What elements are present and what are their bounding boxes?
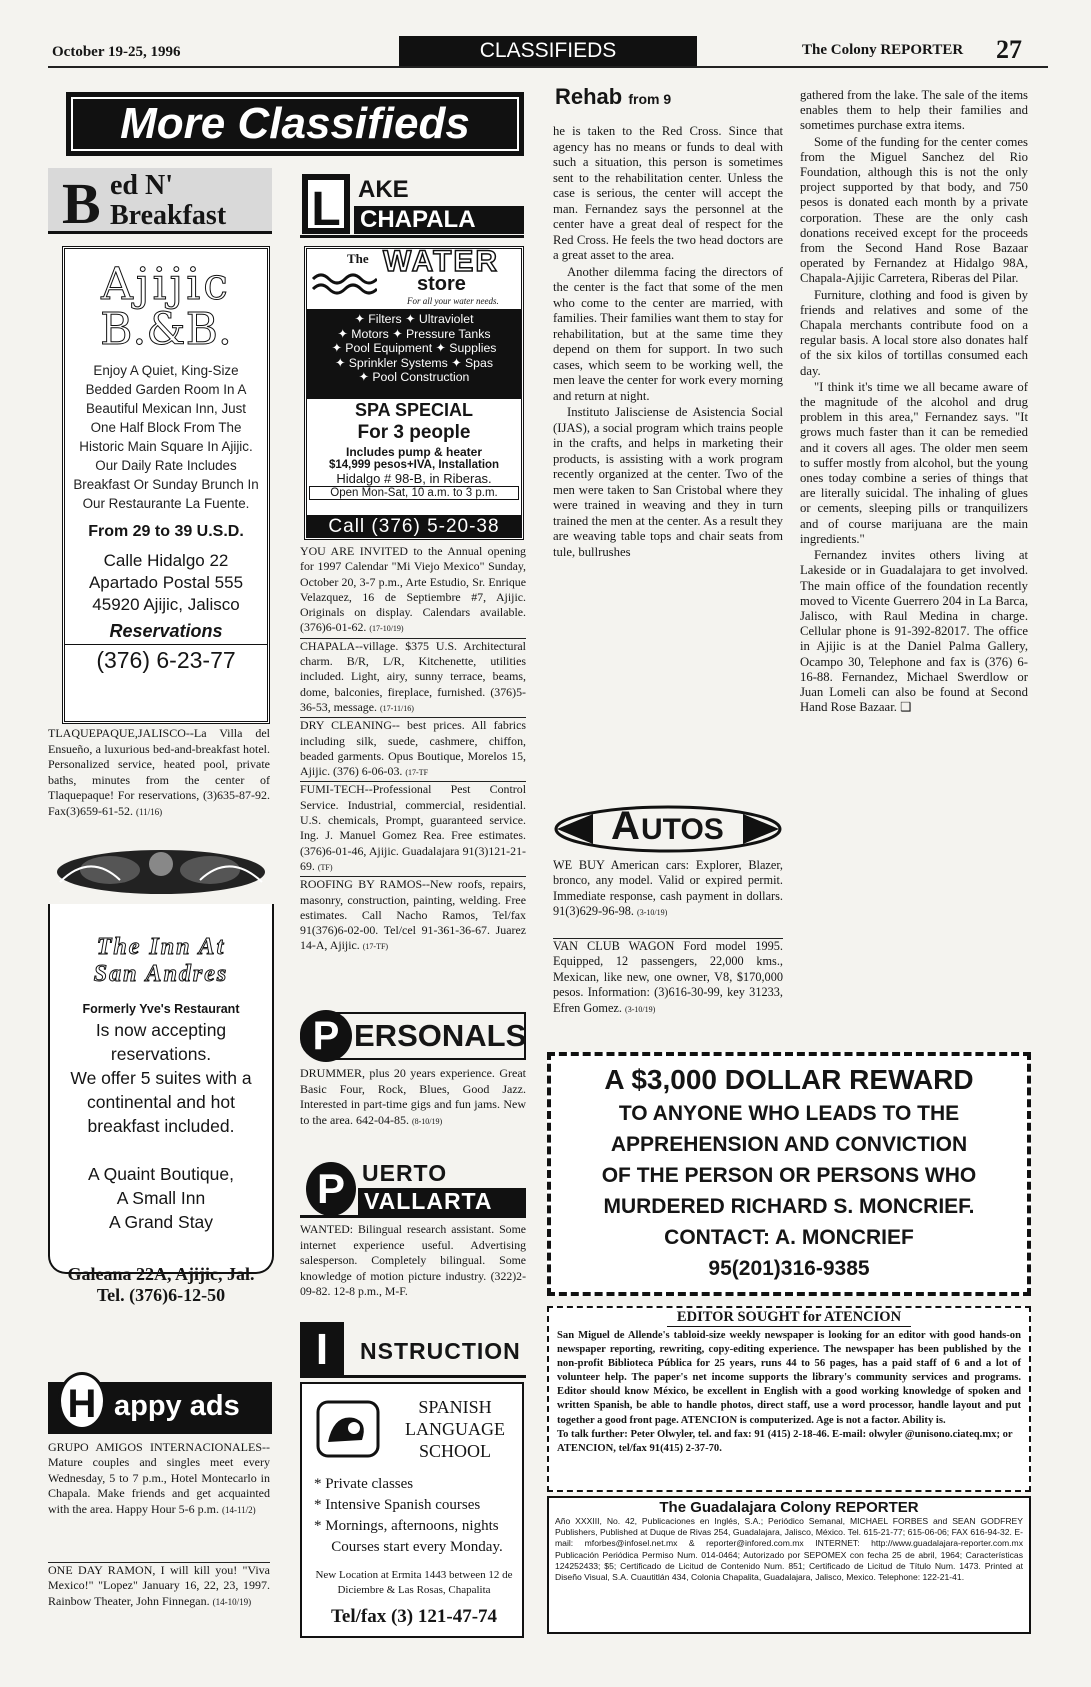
happy-ad-2-code: (14-10/19) (212, 1596, 252, 1607)
reward-line-7: 95(201)316-9385 (708, 1257, 870, 1280)
classified-ad: CHAPALA--village. $375 U.S. Architectural charm. B/R, L/R, Kitchenette, utilities included. Light, airy, sunny terrace, beams, dome, balconies, fireplace, furnished. (376)5-36-53, message. (17-11/16) (300, 638, 526, 716)
autos-cap: A (611, 804, 640, 848)
bnb-reservations: Reservations (109, 621, 223, 641)
rehab-paragraph: Fernandez invites others living at Lakeside or in Guadalajara to get involved. The main office of the foundation recently moved to Vicente Guerrero 204 in La Barca, Jalisco, with Raul Medina in charge. Cellular phone is 91-392-82017. The office in Ajijic is at the Daniel Palma Gallery, Ocampo 30, Telephone and fax is (376) 6-16-88. Fernandez, Michael Swerdlow or Juan Lomeli can also be found at Second Hand Rose Bazaar. ❑ (800, 548, 1028, 715)
spa-special: SPA SPECIAL (354, 400, 474, 420)
bnb-header (48, 168, 272, 234)
tlaquepaque-ad (48, 726, 270, 820)
school-courses: Courses start every Monday. (331, 1539, 503, 1555)
personals-ad (300, 1066, 526, 1129)
school-item: * Private classes (314, 1476, 414, 1492)
spanish-school-ad (300, 1382, 524, 1638)
personals-header (300, 1012, 526, 1060)
spa-pricing: $14,999 pesos+IVA, Installation (328, 459, 500, 471)
more-classifieds-banner (66, 92, 524, 156)
rehab-column-2 (800, 88, 1028, 716)
happy-ad-2-text: ONE DAY RAMON, I will kill you! "Viva Mexico!" "Lopez" January 16, 22, 23, 1997. Rainbow Theater, John Finnegan. (48, 1563, 270, 1608)
reward-line-4: OF THE PERSON OR PERSONS WHO (601, 1164, 977, 1187)
header-rule (48, 66, 1048, 68)
reward-line-6: CONTACT: A. MONCRIEF (664, 1226, 914, 1249)
service-row-3: ✦ Pool Equipment ✦ Supplies (331, 341, 497, 355)
inn-phone: Tel. (376)6-12-50 (96, 1285, 226, 1305)
water-store-store: store (417, 273, 466, 295)
school-name-2: LANGUAGE (405, 1419, 505, 1439)
water-store-logo (307, 246, 521, 309)
water-store-water: WATER (383, 246, 500, 278)
bnb-phone: (376) 6-23-77 (65, 644, 267, 674)
inn-title-1: The Inn At (96, 934, 226, 960)
autos-ad-2-text: VAN CLUB WAGON Ford model 1995. Equipped, 12 passengers, 22,000 kms., Mexican, like new, one owner, V8, $170,000 pesos. Information: (3)616-30-99, key 31233, Efren Gomez. (553, 939, 783, 1015)
masthead-text: Año XXXIII, No. 42, Publicaciones en Inglés, S.A.; Periódico Semanal, MICHAEL FORBES and SEAN GODFREY Publishers, Published at Duque de Rivas 254, Guadalajara, Jalisco, México. Tel. 615-21-77; 615-06-06; FAX 616-94-32. E-mail: mforbes@infosel.net.mx & reporter@infored.com.mx INTERNET: http://www.guadalajara-reporter.com.mx Publicación Periódica Permiso Num. 014-0464; Autorizado por SEPOMEX con fecha 25 de abril, 1964; Características 124252433; $5; Certificado de Licitud de Contenido Num. 851; Certificado de Licitud de Título Num. 1473. Printed at Diseño Visual, S.A. Cuautitlán 434, Colonia Chapalita, Guadalajara, Jalisco, Mexico. Telephone: 122-21-41. (555, 1516, 1023, 1583)
spa-special-block (307, 399, 521, 500)
autos-ad-1-text: WE BUY American cars: Explorer, Blazer, bronco, any model. Valid or expired permit. Immediate response, cash payment in dollars. 91(3)629-96-98. (553, 858, 783, 919)
spa-includes: Includes pump & heater (345, 445, 483, 459)
spa-address: Hidalgo # 98-B, in Riberas. (336, 471, 492, 486)
inn-title-2: San Andres (93, 961, 229, 987)
inn-line-5: A Grand Stay (108, 1212, 214, 1232)
service-row-4: ✦ Sprinkler Systems ✦ Spas (335, 355, 493, 370)
rehab-paragraph: Some of the funding for the center comes from the Miguel Sanchez del Rio Foundation, although this is not the only project supported by that body, and 750 pesos is donated each month by a private corporation. These are the only cash donations received except for the proceeds from the Second Hand Rose Bazaar operated by Fernandez at Hidalgo 98A, Chapala-Ajijic Carretera, Riberas del Pilar. (800, 134, 1028, 286)
personals-ad-code: (8-10/19) (411, 1116, 443, 1126)
lake-title-2: CHAPALA (354, 206, 524, 234)
pv-title-1: UERTO (362, 1160, 448, 1186)
water-store-ad (304, 246, 524, 540)
classified-ad: ROOFING BY RAMOS--New roofs, repairs, masonry, construction, painting, welding. Free estimates. Call Nacho Ramos, Tel/fax 91(376)6-02-00. Tel/cel 91-361-36-67. Juarez 14-A, Ajijic. (17-TF) (300, 876, 526, 954)
rehab-paragraph: Another dilemma facing the directors of the center is the fact that some of the men who come to the center are married, with families. Their families want them to stay for rehabilitation, but at the same time they depend on them for support. In two such cases, which seem to be working well, the men leave the center for work every morning and return at night. (553, 264, 783, 403)
rehab-title: Rehab (555, 84, 623, 109)
inn-at-san-andres-ad (48, 904, 274, 1305)
spa-call: Call (376) 5-20-38 (307, 515, 521, 539)
rehab-paragraph: Furniture, clothing and food is given by friends and relatives and some of the Chapala merchants contribute food on a regular basis. A local store also donates half of the six kilos of tortillas consumed each day. (800, 287, 1028, 378)
banner-title: More Classifieds (120, 99, 470, 148)
rehab-from: from 9 (628, 91, 672, 107)
rehab-paragraph: Instituto Jalisciense de Asistencia Social (IJAS), a social program which trains people in the crafts, and helps in marketing their products, is assisting with a work program recently organized at the center. Two of the men were taken to San Cristobal where they were trained in weaving and they in turn trained the men at the center. As a result they are weaving table tops and chair seats from tule, bullrushes (553, 405, 783, 559)
lake-classifieds (300, 544, 526, 956)
lake-title-1: AKE (358, 176, 409, 203)
reward-line-2: TO ANYONE WHO LEADS TO THE (618, 1102, 960, 1125)
editor-title: EDITOR SOUGHT for ATENCION (667, 1308, 911, 1327)
classified-ad: DRY CLEANING-- best prices. All fabrics including silk, suede, cashmere, chiffon, beaded garments. Opus Boutique, Morelos 15, Ajijic. (376) 6-06-03. (17-TF (300, 717, 526, 780)
masthead-title: The Guadalajara Colony REPORTER (659, 1499, 919, 1516)
autos-ad-1 (553, 858, 783, 921)
inn-line-4: A Small Inn (116, 1188, 206, 1208)
autos-ad-1-code: (3-10/19) (637, 908, 668, 918)
reward-line-3: APPREHENSION AND CONVICTION (610, 1133, 968, 1156)
service-row-5: ✦ Pool Construction (358, 370, 470, 384)
service-row-1: ✦ Filters ✦ Ultraviolet (354, 312, 474, 326)
bnb-title-1: ed N' (110, 170, 173, 201)
water-store-services (307, 309, 521, 399)
rehab-jump-head (555, 84, 671, 110)
pv-title-2: VALLARTA (358, 1188, 526, 1215)
classified-ad: FUMI-TECH--Professional Pest Control Service. Industrial, commercial, residential. U.S. chemicals, Prompt, guaranteed service. Ing. J. Manuel Gomez Rea. Free estimates. (376)6-01-46, Ajijic. Guadalajara 91(3)121-21-69. (TF) (300, 781, 526, 875)
service-row-2: ✦ Motors ✦ Pressure Tanks (337, 326, 491, 341)
tlaquepaque-text: TLAQUEPAQUE,JALISCO--La Villa del Ensueño, a luxurious bed-and-breakfast hotel. Personalized service, heated pool, private baths, minutes from the center of Tlaquepaque! For reservations, (3)635-87-92. Fax(3)659-61-52. (48, 726, 270, 818)
instruction-cap: I (300, 1322, 344, 1378)
happy-ads-header (48, 1382, 272, 1434)
rehab-paragraph: gathered from the lake. The sale of the items enables them to help their families and sometimes purchase extra items. (800, 88, 1028, 133)
inn-formerly: Formerly Yve's Restaurant (82, 1002, 240, 1016)
editor-sought-ad (547, 1306, 1031, 1492)
water-store-tagline: For all your water needs. (407, 296, 499, 306)
inn-line-3: A Quaint Boutique, (88, 1164, 234, 1184)
happy-ad-2 (48, 1562, 270, 1610)
masthead (547, 1496, 1031, 1634)
bnb-price: From 29 to 39 U.S.D. (88, 523, 244, 540)
instruction-header (300, 1322, 526, 1378)
reward-notice (547, 1052, 1031, 1296)
happy-ad-1 (48, 1440, 270, 1518)
rehab-paragraph: "I think it's time we all became aware of the magnitude of the alcohol and drug problem in this area," Fernandez says. "It grows much faster than it can be remedied and it covers all ages. The older men seem to suffer mostly from alcohol, but the young ones today combine a series of things that are literally suicidal. The inhaling of glues or cements, sleeping pills or tranquilizers and of course marijuana are the main ingredients." (800, 379, 1028, 546)
school-name-3: SCHOOL (418, 1441, 491, 1461)
spa-hours: Open Mon-Sat, 10 a.m. to 3 p.m. (309, 486, 519, 500)
school-item: * Intensive Spanish courses (314, 1497, 481, 1513)
section-title: CLASSIFIEDS (399, 36, 697, 66)
bnb-title-2: Breakfast (110, 200, 227, 231)
happy-ad-1-code: (14-11/2) (221, 1504, 256, 1515)
personals-cap: P (300, 1010, 352, 1062)
personals-title: ERSONALS (354, 1018, 527, 1053)
issue-date: October 19-25, 1996 (52, 44, 181, 60)
tlaquepaque-code: (11/16) (135, 806, 163, 817)
school-list (314, 1474, 520, 1558)
page-number: 27 (996, 35, 1022, 64)
happy-cap: H (58, 1372, 106, 1430)
ajijic-title: Ajijic (101, 259, 231, 310)
happy-title: appy ads (114, 1390, 240, 1422)
reward-line-5: MURDERED RICHARD S. MONCRIEF. (603, 1195, 975, 1218)
classified-ad: YOU ARE INVITED to the Annual opening for 1997 Calendar "Mi Viejo Mexico" Sunday, October 20, 3-7 p.m., Arte Estudio, Sr. Enrique Velazquez, 16 de Septiembre #7, Ajijic. Originals on display. Calendars available. (376)6-01-62. (17-10/19) (300, 544, 526, 635)
spa-for-3: For 3 people (357, 422, 471, 443)
school-item: * Mornings, afternoons, nights (314, 1518, 499, 1534)
lake-cap: L (302, 174, 350, 234)
cherubs-illustration (50, 842, 272, 902)
inn-line-1: Is now accepting reservations. (95, 1020, 227, 1064)
editor-body: San Miguel de Allende's tabloid-size weekly newspaper is looking for an editor with good hands-on newspaper reporting, rewriting, copy-editing experience. The newspaper has been published by the non-profit Biblioteca Pública for 25 years, runs 44 to 56 pages, has a paid staff of 6 and a lot of volunteer help. The paper's net income supports the library's community services and programs. Editor should know México, be excellent in English with a good working knowledge of spoken and written Spanish, be able to handle photos, direct staff, use a word processor, handle layout and put together a good front page. ATENCION is computerized. Age is not a factor. Ability is. (557, 1330, 1021, 1426)
autos-ad-2 (553, 938, 783, 1017)
bnb-address-2: Apartado Postal 555 (88, 573, 244, 592)
rehab-column-1 (553, 124, 783, 561)
editor-contact: To talk further: Peter Olwyler, tel. and fax: 91 (415) 2-18-46. E-mail: olwyler @unisono.ciateq.mx; or ATENCION, tel/fax 91(415) 2-37-70. (557, 1428, 1013, 1454)
lake-header (300, 168, 524, 238)
bnb-description: Enjoy A Quiet, King-Size Bedded Garden Room In A Beautiful Mexican Inn, Just One Half Block From The Historic Main Square In Ajijic. Our Daily Rate Includes Breakfast Or Sunday Brunch In Our Restaurante La Fuente. (73, 363, 259, 511)
puerto-vallarta-header (300, 1160, 526, 1218)
school-logo-icon (314, 1398, 382, 1460)
water-waves-icon (311, 271, 377, 301)
reward-line-1: A $3,000 DOLLAR REWARD (604, 1064, 974, 1095)
water-store-the: The (347, 251, 369, 266)
school-name (390, 1396, 520, 1462)
autos-ad-2-code: (3-10/19) (625, 1004, 656, 1014)
bnb-address-1: Calle Hidalgo 22 (103, 551, 229, 570)
end-mark-icon: ❑ (900, 700, 912, 715)
inn-line-2: We offer 5 suites with a continental and hot breakfast included. (70, 1068, 252, 1136)
ajijic-bnb-ad (62, 246, 270, 724)
rehab-paragraph: he is taken to the Red Cross. Since that agency has no means or funds to deal with such a situation, this person is sometimes sent to the rehabilitation center. Unless the case is serious, the center will accept the man. Fernandez says the personnel at the center have a great deal of respect for the Red Cross. He feels the two head doctors are a great asset to the area. (553, 124, 783, 262)
school-name-1: SPANISH (418, 1397, 492, 1417)
happy-ad-1-text: GRUPO AMIGOS INTERNACIONALES--Mature couples and singles meet every Wednesday, 5 to 7 p.m., Hotel Montecarlo in Chapala. Make friends and get acquainted with the area. Happy Hour 5-6 p.m. (48, 1440, 270, 1516)
autos-title: UTOS (641, 813, 724, 846)
pv-ad: WANTED: Bilingual research assistant. Some internet experience useful. Advertising salesperson. Completely bilingual. Some knowledge of motion picture industry. (322)2-09-82. 12-8 p.m., M-F. (300, 1222, 526, 1298)
autos-header (553, 804, 783, 854)
bnb-address-3: 45920 Ajijic, Jalisco (92, 595, 240, 614)
school-phone: Tel/fax (3) 121-47-74 (330, 1606, 498, 1627)
personals-ad-text: DRUMMER, plus 20 years experience. Great Basic Four, Rock, Blues, Good Jazz. Interested in part-time gigs and fun jams. New to the area. 642-04-85. (300, 1066, 526, 1127)
paper-name: The Colony REPORTER (802, 42, 964, 58)
school-location: New Location at Ermita 1443 between 12 de Diciembre & Las Rosas, Chapalita (315, 1569, 513, 1596)
pv-cap: P (306, 1162, 356, 1216)
instruction-title: NSTRUCTION (360, 1338, 521, 1364)
bnb-cap: B (62, 171, 101, 236)
inn-address: Galeana 22A, Ajijic, Jal. (67, 1264, 255, 1284)
bnb-title: B.&B. (100, 304, 232, 355)
